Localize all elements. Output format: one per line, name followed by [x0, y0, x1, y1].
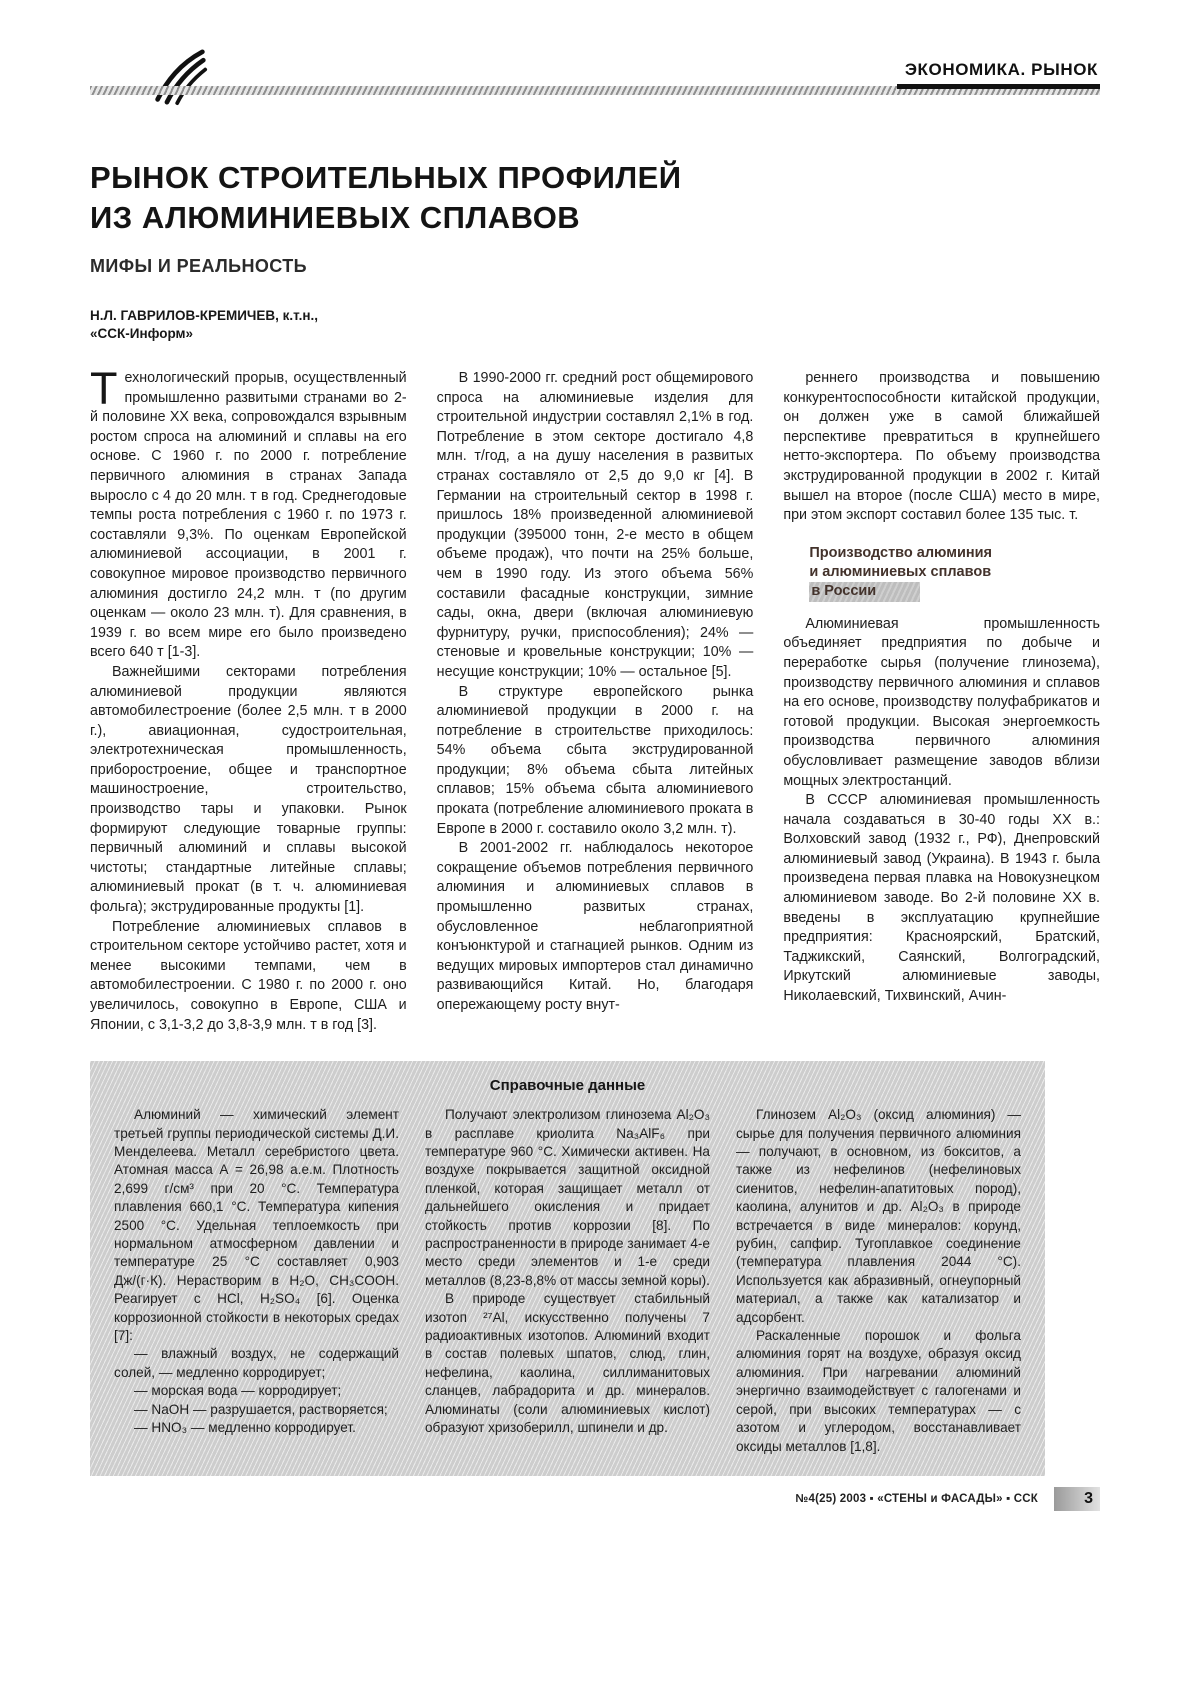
- body-paragraph: реннего производства и повышению конкурентоспособности китайской продукции, он должен уже в самой ближайшей перспективе превратиться в крупнейшего нетто-экспортера. По объему производства экструдированной продукции в 2002 г. Китай вышел на второе (после США) место в мире, при этом экспорт составил более 135 тыс. т.: [783, 370, 1101, 524]
- body-column-3: [783, 369, 1100, 1035]
- article-subtitle: МИФЫ И РЕАЛЬНОСТЬ: [90, 256, 307, 276]
- infobox-paragraph: Раскаленные порошок и фольга алюминия горят на воздухе, образуя оксид алюминия. При нагревании алюминий энергично взаимодействует с галогенами и серой, при высоких температурах — с азотом и углеродом, восстанавливает оксиды металлов [1,8].: [736, 1328, 1021, 1454]
- section-label: ЭКОНОМИКА. РЫНОК: [897, 60, 1100, 89]
- infobox-columns: [114, 1106, 1021, 1456]
- article-title-line1: РЫНОК СТРОИТЕЛЬНЫХ ПРОФИЛЕЙ: [90, 160, 682, 195]
- body-paragraph: В 2001-2002 гг. наблюдалось некоторое сокращение объемов потребления первичного алюминия и алюминиевых сплавов в промышленно развитых странах, обусловленное неблагоприятной конъюнктурой и стагнацией рынков. Одним из ведущих мировых импортеров стал динамично развивающийся Китай. Но, благодаря опережающему росту внут-: [436, 840, 754, 1013]
- infobox-paragraph: Получают электролизом глинозема Al₂O₃ в расплаве криолита Na₃AlF₆ при температуре 960 °С. Химически активен. На воздухе покрывается защитной оксидной пленкой, которая защищает металл от дальнейшего окисления и придает стойкость против коррозии [8]. По распространенности в природе занимает 4-е место среди элементов и 1-е среди металлов (8,23-8,8% от массы земной коры).: [425, 1107, 710, 1288]
- infobox-title: Справочные данные: [489, 1077, 646, 1095]
- section-heading-line1: Производство алюминия: [809, 544, 993, 561]
- section-heading-line3: в России: [809, 582, 920, 602]
- body-paragraph: В СССР алюминиевая промышленность начала создаваться в 30-40 годы XX в.: Волховский завод (1932 г., РФ), Днепровский алюминиевый завод (Украина). В 1943 г. была произведена первая плавка на Новокузнецком алюминиевом заводе. Во 2-й половине XX в. введены в эксплуатацию крупнейшие предприятия: Красноярский, Братский, Таджикский, Саянский, Волгоградский, Иркутский алюминиевые заводы, Николаевский, Тихвинский, Ачин-: [783, 792, 1101, 1005]
- infobox-list-item: — влажный воздух, не содержащий солей, — медленно корродирует;: [114, 1346, 399, 1380]
- publisher-logo-icon: [152, 48, 208, 106]
- footer-issue-line: №4(25) 2003 ▪ «СТЕНЫ и ФАСАДЫ» ▪ ССК: [795, 1493, 1038, 1505]
- infobox-paragraph: В природе существует стабильный изотоп ²⁷Al, искусственно получены 7 радиоактивных изотопов. Алюминий входит в состав полевых шпатов, слюд, глин, нефелина, каолина, силлиманитовых сланцев, лабрадорита и др. минералов. Алюминаты (соли алюминиевых кислот) образуют хризоберилл, шпинели и др.: [425, 1291, 710, 1436]
- page-footer: [796, 1487, 1100, 1511]
- body-paragraph: Потребление алюминиевых сплавов в строительном секторе устойчиво растет, хотя и менее высокими темпами, чем в автомобилестроении. С 1980 г. по 2000 г. оно увеличилось, совокупно в Европе, США и Японии, с 3,1-3,2 до 3,8-3,9 млн. т в год [3].: [90, 918, 407, 1033]
- infobox-column-3: [736, 1106, 1021, 1456]
- body-column-2: [437, 369, 754, 1035]
- section-heading-line2: и алюминиевых сплавов: [809, 563, 992, 580]
- author-name: Н.Л. ГАВРИЛОВ-КРЕМИЧЕВ, к.т.н.,: [90, 308, 318, 323]
- infobox-column-2: [425, 1106, 710, 1456]
- infobox-list-item: — морская вода — корродирует;: [134, 1383, 342, 1399]
- infobox-column-1: [114, 1106, 399, 1456]
- body-paragraph: В структуре европейского рынка алюминиевой продукции в 2000 г. на потребление в строительстве приходилось: 54% объема сбыта экструдированной продукции; 8% объема сбыта литейных сплавов; 15% объема сбыта алюминиевого проката (потребление алюминиевого проката в Европе в 2000 г. составило около 3,2 млн. т).: [436, 683, 754, 837]
- infobox-list-item: — NaOH — разрушается, растворяется;: [134, 1401, 388, 1417]
- body-columns: [90, 363, 1101, 1035]
- section-heading-aluminium-production: [809, 544, 1100, 602]
- article-title-line2: ИЗ АЛЮМИНИЕВЫХ СПЛАВОВ: [90, 200, 581, 235]
- infobox-list-item: — HNO₃ — медленно корродирует.: [134, 1420, 356, 1436]
- body-paragraph: Технологический прорыв, осуществленный промышленно развитыми странами во 2-й половине XX века, сопровождался взрывным ростом спроса на алюминий и сплавы на его основе. С 1960 г. по 2000 г. потребление первичного алюминия в странах Запада выросло с 4 до 20 млн. т в год. Среднегодовые темпы роста потребления с 1960 г. по 1973 г. составляли 9,3%. По оценкам Европейской алюминиевой ассоциации, в 2001 г. совокупное мировое производство первичного алюминия достигло 24,2 млн. т (по другим оценкам — около 23 млн. т). Для сравнения, в 1939 г. во всем мире его было произведено всего 640 т [1-3].: [90, 363, 407, 661]
- body-paragraph: В 1990-2000 гг. средний рост общемирового спроса на алюминиевые изделия для строительной индустрии составлял 2,1% в год. Потребление в этом секторе достигало 4,8 млн. т/год, а на душу населения в развитых странах составляло от 2,5 до 9,0 кг [4]. В Германии на строительный сектор в 1998 г. пришлось 18% произведенной алюминиевой продукции (395000 тонн, 2-е место в общем объеме продаж), что почти на 25% больше, чем в 1990 году. Из этого объема 56% составили фасадные конструкции, зимние сады, окна, двери (включая алюминиевую фурнитуру, ручки, приспособления); 24% — стеновые и кровельные конструкции; 10% — несущие конструкции; 10% — остальное [5].: [436, 370, 754, 680]
- body-paragraph: Важнейшими секторами потребления алюминиевой продукции являются автомобилестроение (более 2,5 млн. т в 2000 г.), авиационная, судостроительная, электротехническая промышленность, приборостроение, общее и транспортное машиностроение, строительство, производство тары и упаковки. Рынок формируют следующие товарные группы: первичный алюминий и сплавы высокой чистоты; стандартные литейные сплавы; алюминиевый прокат (в т. ч. алюминиевая фольга); экструдированные продукты [1].: [90, 663, 407, 916]
- body-paragraph: Алюминиевая промышленность объединяет предприятия по добыче и переработке сырья (получение глинозема), производству первичного алюминия и сплавов на его основе, производству полуфабрикатов и готовой продукции. Высокая энергоемкость производства первичного алюминия обусловливает размещение заводов вблизи мощных электростанций.: [783, 615, 1101, 789]
- reference-infobox: [90, 1061, 1045, 1476]
- article: [90, 150, 1100, 1476]
- page-number-badge: 3: [1054, 1487, 1100, 1511]
- article-title: [90, 158, 1100, 238]
- body-column-1: [90, 363, 407, 1035]
- article-author: [90, 307, 1100, 343]
- author-org: «ССК-Информ»: [90, 326, 194, 341]
- infobox-paragraph: Глинозем Al₂O₃ (оксид алюминия) — сырье для получения первичного алюминия — получают, в основном, из бокситов, а также из нефелинов (нефелиновых сиенитов, нефелин-апатитовых пород), каолина, алунитов и др. Al₂O₃ в природе встречается в виде минералов: корунд, рубин, сапфир. Тугоплавкое соединение (температура плавления 2044 °С). Используется как абразивный, огнеупорный материал, а также как катализатор и адсорбент.: [736, 1107, 1021, 1325]
- infobox-paragraph: Алюминий — химический элемент третьей группы периодической системы Д.И. Менделеева. Металл серебристого цвета. Атомная масса А = 26,98 а.е.м. Плотность 2,699 г/см³ при 20 °С. Температура плавления 660,1 °С. Температура кипения 2500 °С. Удельная теплоемкость при нормальном атмосферном давлении и температуре 25 °С составляет 0,903 Дж/(г·К). Нерастворим в H₂O, CH₃COOH. Реагирует с HCl, H₂SO₄ [6]. Оценка коррозионной стойкости в некоторых средах [7]:: [114, 1107, 399, 1344]
